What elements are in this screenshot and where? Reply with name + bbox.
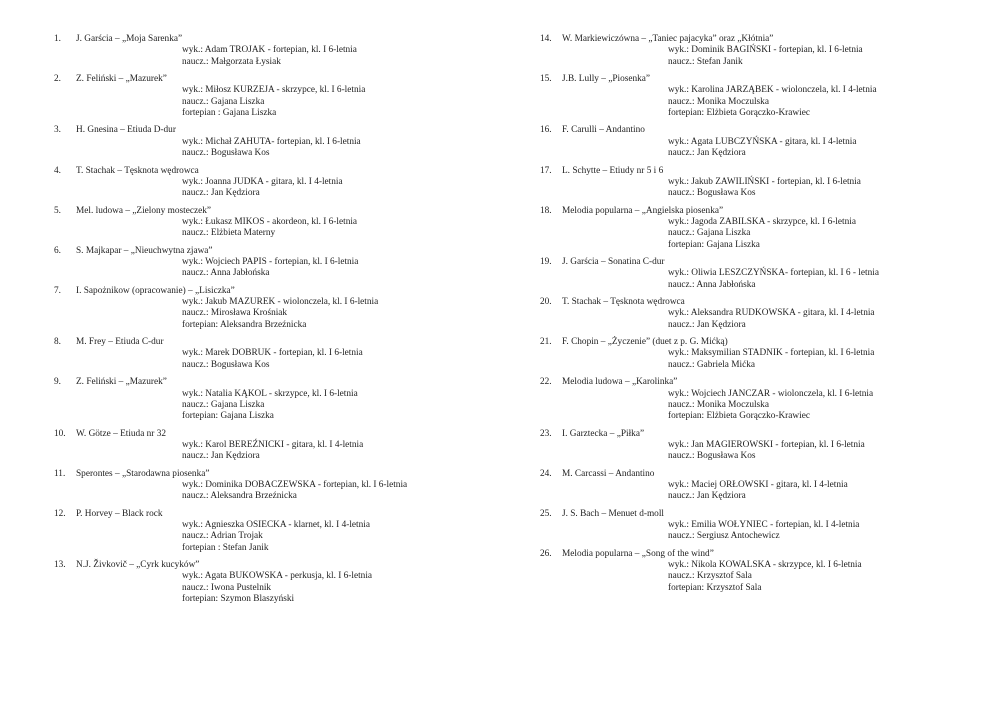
item-number: 10.: [54, 428, 66, 439]
item-number: 12.: [54, 508, 66, 519]
performer-detail-line: wyk.: Adam TROJAK - fortepian, kl. I 6-letnia: [182, 45, 357, 56]
program-item: [540, 297, 960, 331]
program-item: [54, 337, 494, 371]
piece-title: Melodia ludowa – „Karolinka”: [562, 377, 678, 388]
program-item: [54, 34, 494, 68]
piece-title: W. Markiewiczówna – „Taniec pajacyka” oraz „Kłótnia”: [562, 34, 774, 44]
program-item-heading: [54, 125, 494, 136]
program-item-heading: [54, 560, 494, 571]
performer-detail-line: wyk.: Maciej ORŁOWSKI - gitara, kl. I 4-letnia: [668, 479, 848, 490]
program-item: [54, 286, 494, 331]
program-item: [540, 166, 960, 200]
program-item: [540, 429, 960, 463]
performer-detail-line: wyk.: Natalia KĄKOL - skrzypce, kl. I 6-letnia: [182, 388, 358, 399]
performer-detail-line: wyk.: Karol BEREŹNICKI - gitara, kl. I 4-letnia: [182, 439, 364, 450]
program-item: [54, 246, 494, 280]
item-number: 2.: [54, 74, 61, 85]
performer-detail-line: wyk.: Jakub ZAWILIŃSKI - fortepian, kl. I 6-letnia: [668, 176, 861, 187]
performer-detail-line: naucz.: Bogusława Kos: [668, 188, 756, 199]
program-item-heading: [54, 34, 494, 45]
performer-detail-line: naucz.: Gajana Liszka: [182, 96, 265, 107]
piece-title: J. Garścia – „Moja Sarenka”: [76, 34, 183, 44]
program-item-heading: [540, 469, 960, 480]
performer-detail-line: wyk.: Joanna JUDKA - gitara, kl. I 4-letnia: [182, 176, 343, 187]
piece-title: S. Majkapar – „Nieuchwytna zjawa”: [76, 245, 213, 256]
performer-detail-line: wyk.: Oliwia LESZCZYŃSKA- fortepian, kl. I 6 - letnia: [668, 268, 879, 279]
item-number: 9.: [54, 377, 61, 388]
performer-detail-line: naucz.: Adrian Trojak: [182, 531, 263, 542]
item-number: 16.: [540, 125, 552, 136]
performer-detail-line: naucz.: Jan Kędziora: [668, 148, 746, 159]
program-item: [540, 206, 960, 251]
piece-title: W. Götze – Etiuda nr 32: [76, 428, 167, 439]
program-item-heading: [54, 74, 494, 85]
program-column-right: [540, 34, 960, 600]
piece-title: I. Garztecka – „Piłka”: [562, 428, 645, 439]
program-item: [54, 125, 494, 159]
piece-title: J.B. Lully – „Piosenka”: [562, 74, 651, 85]
program-item-heading: [54, 469, 494, 480]
piece-title: T. Stachak – Tęsknota wędrowca: [76, 165, 199, 176]
program-item-heading: [54, 246, 494, 257]
item-number: 25.: [540, 508, 552, 519]
performer-detail-line: naucz.: Anna Jabłońska: [668, 279, 756, 290]
performer-detail-line: naucz.: Monika Moczulska: [668, 96, 769, 107]
performer-detail-line: fortepian : Gajana Liszka: [182, 107, 277, 118]
item-number: 6.: [54, 245, 61, 256]
program-item-heading: [54, 509, 494, 520]
performer-detail-line: wyk.: Agata BUKOWSKA - perkusja, kl. I 6-letnia: [182, 571, 373, 582]
performer-detail-line: naucz.: Gajana Liszka: [668, 228, 751, 239]
item-number: 17.: [540, 165, 552, 176]
piece-title: P. Horvey – Black rock: [76, 508, 163, 519]
program-item: [54, 166, 494, 200]
performer-detail-line: wyk.: Aleksandra RUDKOWSKA - gitara, kl. I 4-letnia: [668, 308, 875, 319]
program-item-heading: [540, 297, 960, 308]
program-item: [54, 74, 494, 119]
piece-title: L. Schytte – Etiudy nr 5 i 6: [562, 165, 664, 176]
performer-detail-line: wyk.: Agnieszka OSIECKA - klarnet, kl. I 4-letnia: [182, 520, 370, 531]
performer-detail-line: wyk.: Jagoda ZABILSKA - skrzypce, kl. I 6-letnia: [668, 216, 856, 227]
program-item-heading: [540, 377, 960, 388]
performer-detail-line: wyk.: Emilia WOŁYNIEC - fortepian, kl. I 4-letnia: [668, 520, 860, 531]
program-item: [54, 429, 494, 463]
performer-detail-line: wyk.: Jan MAGIEROWSKI - fortepian, kl. I 6-letnia: [668, 439, 865, 450]
performer-detail-line: wyk.: Michał ZAHUTA- fortepian, kl. I 6-letnia: [182, 136, 361, 147]
performer-detail-line: fortepian: Gajana Liszka: [668, 239, 760, 250]
performer-detail-line: wyk.: Karolina JARZĄBEK - wiolonczela, kl. I 4-letnia: [668, 85, 877, 96]
performer-detail-line: fortepian: Szymon Blaszyński: [182, 594, 295, 605]
performer-detail-line: naucz.: Jan Kędziora: [668, 319, 746, 330]
performer-detail-line: wyk.: Miłosz KURZEJA - skrzypce, kl. I 6-letnia: [182, 85, 366, 96]
piece-title: T. Stachak – Tęsknota wędrowca: [562, 297, 685, 308]
program-item: [540, 337, 960, 371]
item-number: 18.: [540, 205, 552, 216]
program-item: [54, 469, 494, 503]
performer-detail-line: naucz.: Jan Kędziora: [668, 491, 746, 502]
performer-detail-line: naucz.: Jan Kędziora: [182, 451, 260, 462]
performer-detail-line: naucz.: Jan Kędziora: [182, 188, 260, 199]
program-item: [54, 377, 494, 422]
piece-title: M. Carcassi – Andantino: [562, 468, 655, 479]
performer-detail-line: fortepian : Stefan Janik: [182, 542, 269, 553]
item-number: 15.: [540, 74, 552, 85]
performer-detail-line: naucz.: Aleksandra Brzeźnicka: [182, 491, 297, 502]
performer-detail-line: naucz.: Małgorzata Łysiak: [182, 56, 281, 67]
performer-detail-line: naucz.: Elżbieta Materny: [182, 228, 276, 239]
performer-detail-line: wyk.: Agata LUBCZYŃSKA - gitara, kl. I 4-letnia: [668, 136, 857, 147]
piece-title: F. Chopin – „Życzenie” (duet z p. G. Mićką): [562, 337, 728, 348]
program-item: [540, 125, 960, 159]
item-number: 21.: [540, 337, 552, 348]
program-item-heading: [540, 206, 960, 217]
piece-title: N.J. Živkovič – „Cyrk kucyków”: [76, 560, 200, 571]
item-number: 19.: [540, 256, 552, 267]
performer-detail-line: naucz.: Gajana Liszka: [182, 399, 265, 410]
item-number: 11.: [54, 468, 66, 479]
performer-detail-line: fortepian: Krzysztof Sala: [668, 582, 762, 593]
performer-detail-line: fortepian: Elżbieta Gorączko-Krawiec: [668, 411, 810, 422]
item-number: 14.: [540, 34, 552, 44]
performer-detail-line: wyk.: Łukasz MIKOS - akordeon, kl. I 6-letnia: [182, 216, 358, 227]
performer-detail-line: naucz.: Bogusława Kos: [182, 359, 270, 370]
piece-title: F. Carulli – Andantino: [562, 125, 645, 136]
program-item-heading: [540, 509, 960, 520]
item-number: 7.: [54, 285, 61, 296]
performer-detail-line: fortepian: Aleksandra Brzeźnicka: [182, 319, 307, 330]
performer-detail-line: wyk.: Nikola KOWALSKA - skrzypce, kl. I 6-letnia: [668, 560, 862, 571]
program-column-left: [54, 34, 494, 612]
program-item-heading: [54, 166, 494, 177]
piece-title: M. Frey – Etiuda C-dur: [76, 337, 164, 348]
program-item-heading: [540, 166, 960, 177]
piece-title: J. S. Bach – Menuet d-moll: [562, 508, 664, 519]
program-item: [540, 377, 960, 422]
performer-detail-line: wyk.: Jakub MAZUREK - wiolonczela, kl. I 6-letnia: [182, 297, 379, 308]
program-item-heading: [54, 206, 494, 217]
piece-title: Melodia popularna – „Angielska piosenka”: [562, 205, 724, 216]
program-item-heading: [540, 429, 960, 440]
performer-detail-line: naucz.: Mirosława Krośniak: [182, 308, 288, 319]
program-item: [540, 509, 960, 543]
performer-detail-line: wyk.: Wojciech JANCZAR - wiolonczela, kl. I 6-letnia: [668, 388, 874, 399]
performer-detail-line: wyk.: Maksymilian STADNIK - fortepian, kl. I 6-letnia: [668, 348, 875, 359]
program-item-heading: [540, 34, 960, 45]
program-item: [54, 206, 494, 240]
piece-title: Sperontes – „Starodawna piosenka”: [76, 468, 210, 479]
piece-title: I. Sapożnikow (opracowanie) – „Lisiczka”: [76, 285, 235, 296]
program-item-heading: [540, 74, 960, 85]
program-item-heading: [540, 257, 960, 268]
performer-detail-line: wyk.: Dominik BAGIŃSKI - fortepian, kl. I 6-letnia: [668, 45, 863, 56]
item-number: 5.: [54, 205, 61, 216]
performer-detail-line: naucz.: Anna Jabłońska: [182, 268, 270, 279]
item-number: 26.: [540, 548, 552, 559]
program-item: [540, 34, 960, 68]
performer-detail-line: naucz.: Sergiusz Antochewicz: [668, 531, 780, 542]
program-item-heading: [540, 337, 960, 348]
item-number: 1.: [54, 34, 61, 44]
performer-detail-line: naucz.: Stefan Janik: [668, 56, 743, 67]
performer-detail-line: naucz.: Bogusława Kos: [668, 451, 756, 462]
item-number: 8.: [54, 337, 61, 348]
item-number: 22.: [540, 377, 552, 388]
piece-title: Mel. ludowa – „Zielony mosteczek”: [76, 205, 212, 216]
program-item-heading: [54, 429, 494, 440]
piece-title: Melodia popularna – „Song of the wind”: [562, 548, 714, 559]
program-item: [54, 509, 494, 554]
program-item: [540, 74, 960, 119]
program-item: [540, 549, 960, 594]
program-item: [540, 257, 960, 291]
item-number: 4.: [54, 165, 61, 176]
piece-title: J. Garścia – Sonatina C-dur: [562, 256, 665, 267]
performer-detail-line: naucz.: Monika Moczulska: [668, 399, 769, 410]
performer-detail-line: naucz.: Iwona Pustelnik: [182, 582, 272, 593]
program-item: [54, 560, 494, 605]
piece-title: Z. Feliński – „Mazurek”: [76, 377, 167, 388]
program-item-heading: [540, 125, 960, 136]
program-item-heading: [54, 377, 494, 388]
performer-detail-line: fortepian: Elżbieta Gorączko-Krawiec: [668, 107, 810, 118]
performer-detail-line: wyk.: Dominika DOBACZEWSKA - fortepian, kl. I 6-letnia: [182, 479, 408, 490]
performer-detail-line: wyk.: Wojciech PAPIS - fortepian, kl. I 6-letnia: [182, 256, 359, 267]
item-number: 24.: [540, 468, 552, 479]
item-number: 20.: [540, 297, 552, 308]
program-item-heading: [540, 549, 960, 560]
performer-detail-line: naucz.: Bogusława Kos: [182, 148, 270, 159]
performer-detail-line: naucz.: Gabriela Mićka: [668, 359, 755, 370]
piece-title: H. Gnesina – Etiuda D-dur: [76, 125, 176, 136]
performer-detail-line: fortepian: Gajana Liszka: [182, 411, 274, 422]
performer-detail-line: wyk.: Marek DOBRUK - fortepian, kl. I 6-letnia: [182, 348, 363, 359]
program-item: [540, 469, 960, 503]
item-number: 3.: [54, 125, 61, 136]
performer-detail-line: naucz.: Krzysztof Sala: [668, 571, 752, 582]
item-number: 23.: [540, 428, 552, 439]
piece-title: Z. Feliński – „Mazurek”: [76, 74, 167, 85]
program-item-heading: [54, 286, 494, 297]
program-item-heading: [54, 337, 494, 348]
item-number: 13.: [54, 560, 66, 571]
